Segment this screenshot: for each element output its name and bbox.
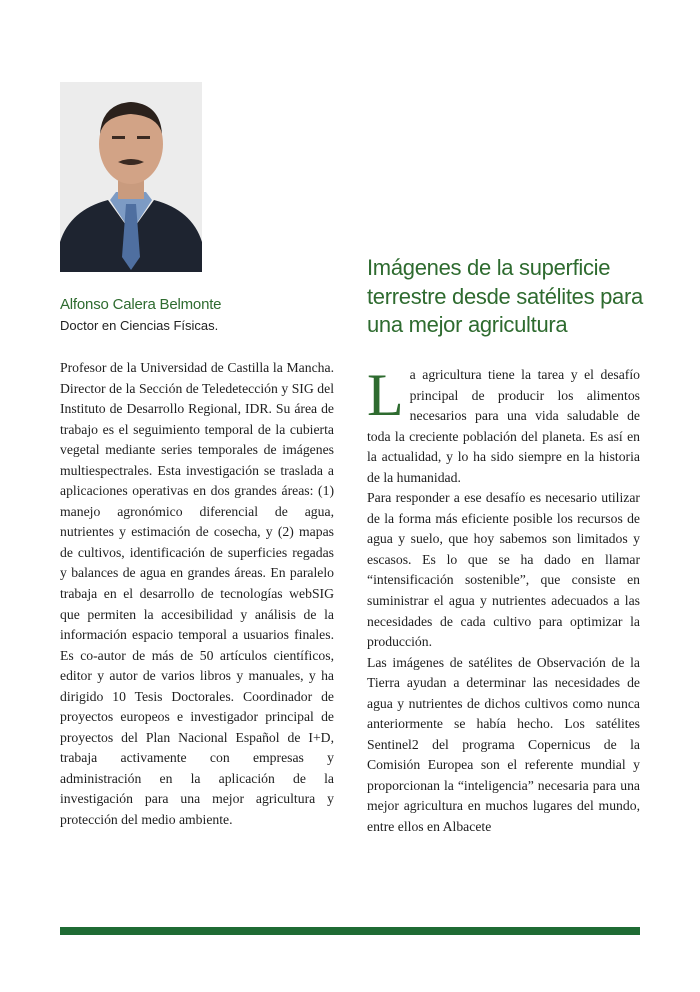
article-paragraph-3: Las imágenes de satélites de Observación de la Tierra ayudan a determinar las necesidades de agua y nutrientes de dichos cultivos como nunca anteriormente se había hecho. Los satélites Sentinel2 del programa Copernicus de la Comisión Europea son el referente mundial y proporcionan la “inteligencia” necesaria para una mejor agricultura en muchos lugares del mundo, entre ellos en Albacete [367,654,640,835]
author-portrait-illustration [60,82,202,272]
author-name: Alfonso Calera Belmonte [60,296,222,313]
article-paragraph-1-text: a agricultura tiene la tarea y el desafío principal de producir los alimentos necesarios para una vida saludable de toda la creciente población del planeta. Es así en la actualidad, y lo ha sido siempre en la historia de la humanidad. [367,367,640,485]
article-body [367,362,640,838]
article-paragraph-1 [367,362,640,488]
drop-cap: L [367,362,404,428]
article-paragraph-2: Para responder a ese desafío es necesario utilizar de la forma más eficiente posible los recursos de agua y suelo, que hoy sabemos son limitados y escasos. Es lo que se ha dado en llamar “intensificación sostenible”, que consiste en suministrar el agua y nutrientes adecuados a las necesidades de cada cultivo para optimizar la producción. [367,490,640,650]
author-photo [60,82,202,272]
article-title: Imágenes de la superficie terrestre desde satélites para una mejor agricultura [367,255,643,337]
author-bio: Profesor de la Universidad de Castilla la Mancha. Director de la Sección de Teledetección y SIG del Instituto de Desarrollo Regional, IDR. Su área de trabajo es el seguimiento temporal de la cubierta vegetal mediante series temporales de imágenes multiespectrales. Esta investigación se traslada a aplicaciones operativas en dos grandes áreas: (1) manejo agronómico diferencial de agua, nutrientes y estimación de cosecha, y (2) mapas de cultivos, identificación de superficies regadas y balances de agua en grandes áreas. En paralelo trabaja en el desarrollo de tecnologías webSIG que permiten la accesibilidad y análisis de la información espacio temporal a usuarios finales. Es co-autor de más de 50 artículos científicos, editor y autor de varios libros y manuales, y ha dirigido 10 Tesis Doctorales. Coordinador de proyectos europeos e investigador principal de proyectos del Plan Nacional Español de I+D, trabaja activamente con empresas y administración en la aplicación de la investigación para una mejor agricultura y protección del medio ambiente. [60,360,334,828]
author-degree: Doctor en Ciencias Físicas. [60,318,219,333]
bottom-rule [60,927,640,935]
